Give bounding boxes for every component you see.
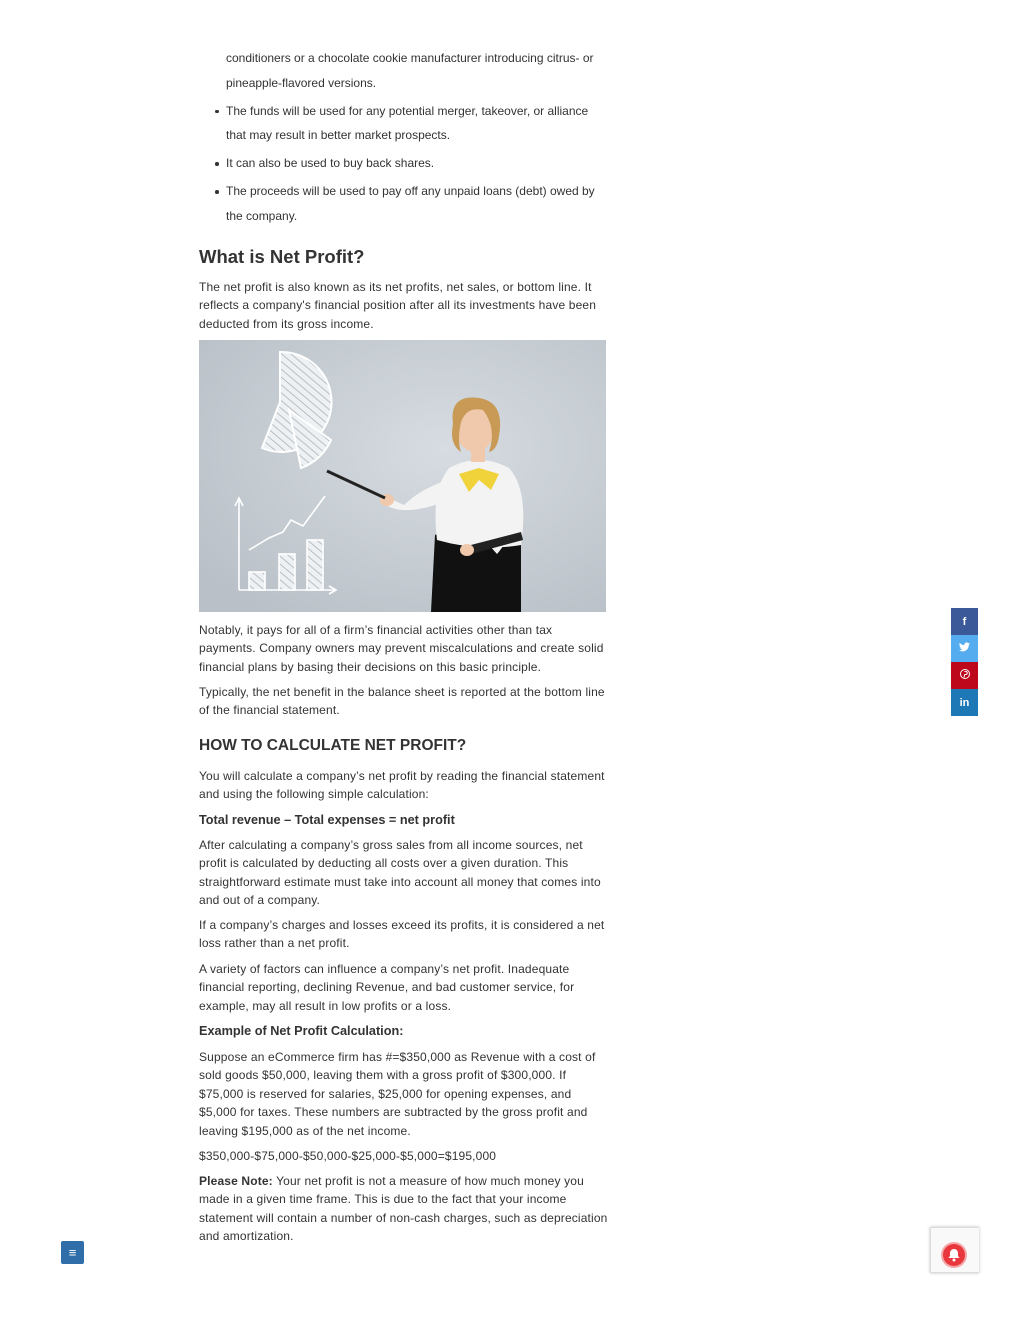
menu-button[interactable]	[61, 1241, 84, 1264]
section-heading-how-to-calculate: HOW TO CALCULATE NET PROFIT?	[199, 737, 467, 754]
list-item-line: conditioners or a chocolate cookie manufacturer introducing citrus- or	[226, 51, 594, 65]
note-text: Your net profit is not a measure of how much money you made in a given time frame. This is due to the fact that your income statement will contain a number of non-cash charges, such as depreciation and amortization.	[199, 1174, 608, 1244]
businesswoman-chart-image	[199, 340, 606, 612]
list-item	[199, 99, 609, 148]
subheading-example: Example of Net Profit Calculation:	[199, 1024, 404, 1038]
share-linkedin-button[interactable]	[951, 689, 978, 716]
paragraph-example: Suppose an eCommerce firm has #=$350,000 as Revenue with a cost of sold goods $50,000, leaving them with a gross profit of $300,000. If $75,000 is reserved for salaries, $25,000 for opening expenses, and $5,000 for taxes. These numbers are subtracted by the gross profit and leaving $195,000 as of the net income.	[199, 1050, 596, 1138]
paragraph-factors: A variety of factors can influence a company’s net profit. Inadequate financial reporting, declining Revenue, and bad customer service, for example, may all result in low profits or a loss.	[199, 962, 575, 1013]
list-item-line: that may result in better market prospects.	[226, 128, 451, 142]
list-item	[199, 46, 609, 95]
notification-bell-button[interactable]	[943, 1244, 965, 1266]
list-item-line: pineapple-flavored versions.	[226, 75, 377, 90]
list-item	[199, 179, 609, 228]
list-item-line: The funds will be used for any potential merger, takeover, or alliance	[226, 103, 589, 118]
paragraph-note	[199, 1172, 609, 1246]
paragraph-after: After calculating a company’s gross sales from all income sources, net profit is calculated by deducting all costs over a given duration. This straightforward estimate must take into account all money that comes into and out of a company.	[199, 838, 601, 908]
formula-text: Total revenue – Total expenses = net profit	[199, 813, 455, 827]
paragraph-typically: Typically, the net benefit in the balance sheet is reported at the bottom line of the financial statement.	[199, 685, 605, 718]
share-pinterest-button[interactable]	[951, 662, 978, 689]
share-twitter-button[interactable]	[951, 635, 978, 662]
paragraph-loss: If a company’s charges and losses exceed its profits, it is considered a net loss rather than a net profit.	[199, 918, 605, 951]
list-item	[199, 151, 609, 176]
paragraph-equation: $350,000-$75,000-$50,000-$25,000-$5,000=$195,000	[199, 1149, 497, 1163]
list-item-line: It can also be used to buy back shares.	[226, 156, 435, 170]
section-heading-net-profit: What is Net Profit?	[199, 246, 365, 267]
list-item-line: The proceeds will be used to pay off any unpaid loans (debt) owed by	[226, 184, 595, 198]
twitter-icon	[959, 642, 970, 655]
paragraph-notably: Notably, it pays for all of a firm’s financial activities other than tax payments. Company owners may prevent miscalculations and create solid financial plans by basing their decisions on this basic principle.	[199, 623, 604, 674]
bullet-dot-icon	[215, 190, 219, 194]
list-item-line: the company.	[226, 208, 298, 223]
notification-bell-icon	[943, 1244, 965, 1266]
facebook-icon: f	[962, 615, 967, 628]
purpose-list	[199, 46, 609, 232]
illustration-svg	[199, 340, 606, 612]
pinterest-icon	[960, 669, 970, 682]
share-facebook-button[interactable]	[951, 608, 978, 635]
paragraph-calculate: You will calculate a company’s net profit by reading the financial statement and using the following simple calculation:	[199, 769, 605, 802]
bullet-dot-icon	[215, 110, 219, 114]
bullet-dot-icon	[215, 162, 219, 166]
linkedin-icon: in	[959, 696, 970, 709]
paragraph-intro: The net profit is also known as its net profits, net sales, or bottom line. It reflects a company's financial position after all its investments have been deducted from its gross income.	[199, 280, 597, 331]
menu-icon: ≡	[68, 1245, 77, 1260]
note-label: Please Note:	[199, 1174, 273, 1188]
